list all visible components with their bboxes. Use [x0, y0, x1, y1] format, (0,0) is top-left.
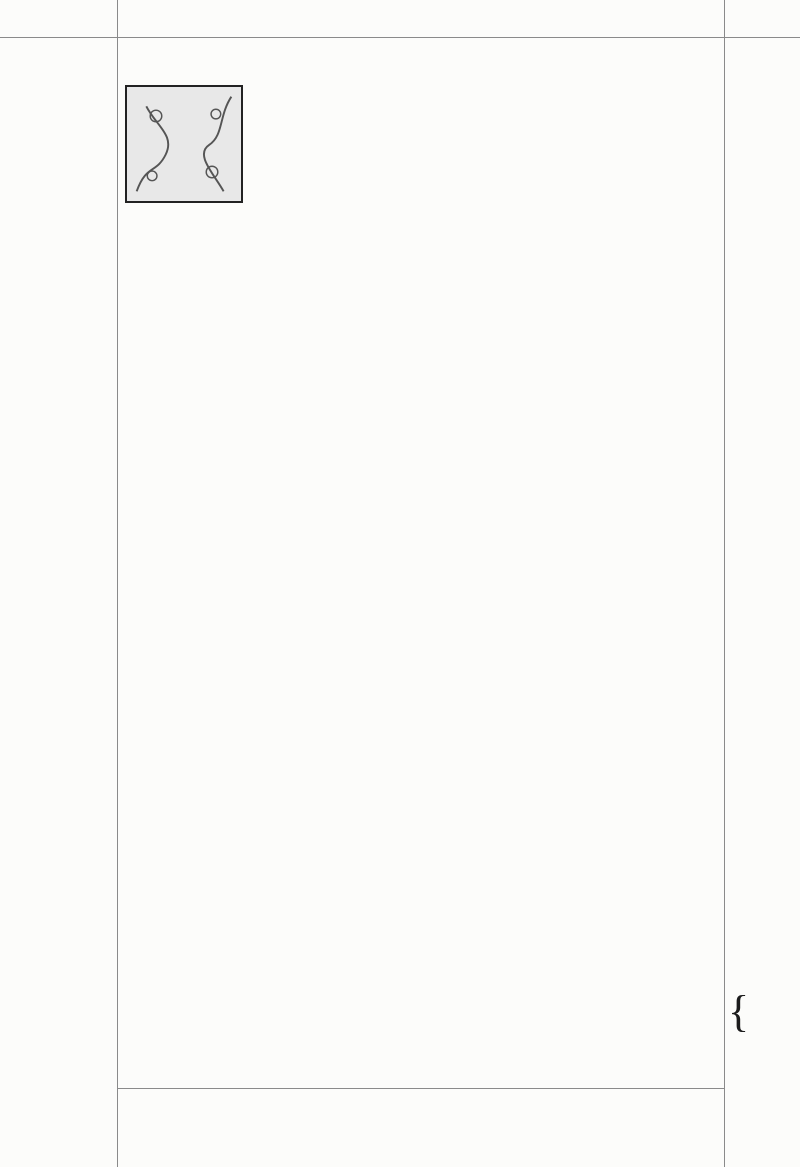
bottom-rule	[118, 1088, 724, 1089]
right-rule	[724, 0, 725, 1167]
top-rule	[0, 37, 800, 38]
margin-notes	[728, 0, 800, 1167]
left-rule	[117, 0, 118, 1167]
main-text	[125, 73, 721, 83]
ornamental-initial-icon	[127, 87, 241, 201]
decorated-initial	[125, 85, 243, 203]
handwritten-brace: {	[728, 987, 750, 1036]
